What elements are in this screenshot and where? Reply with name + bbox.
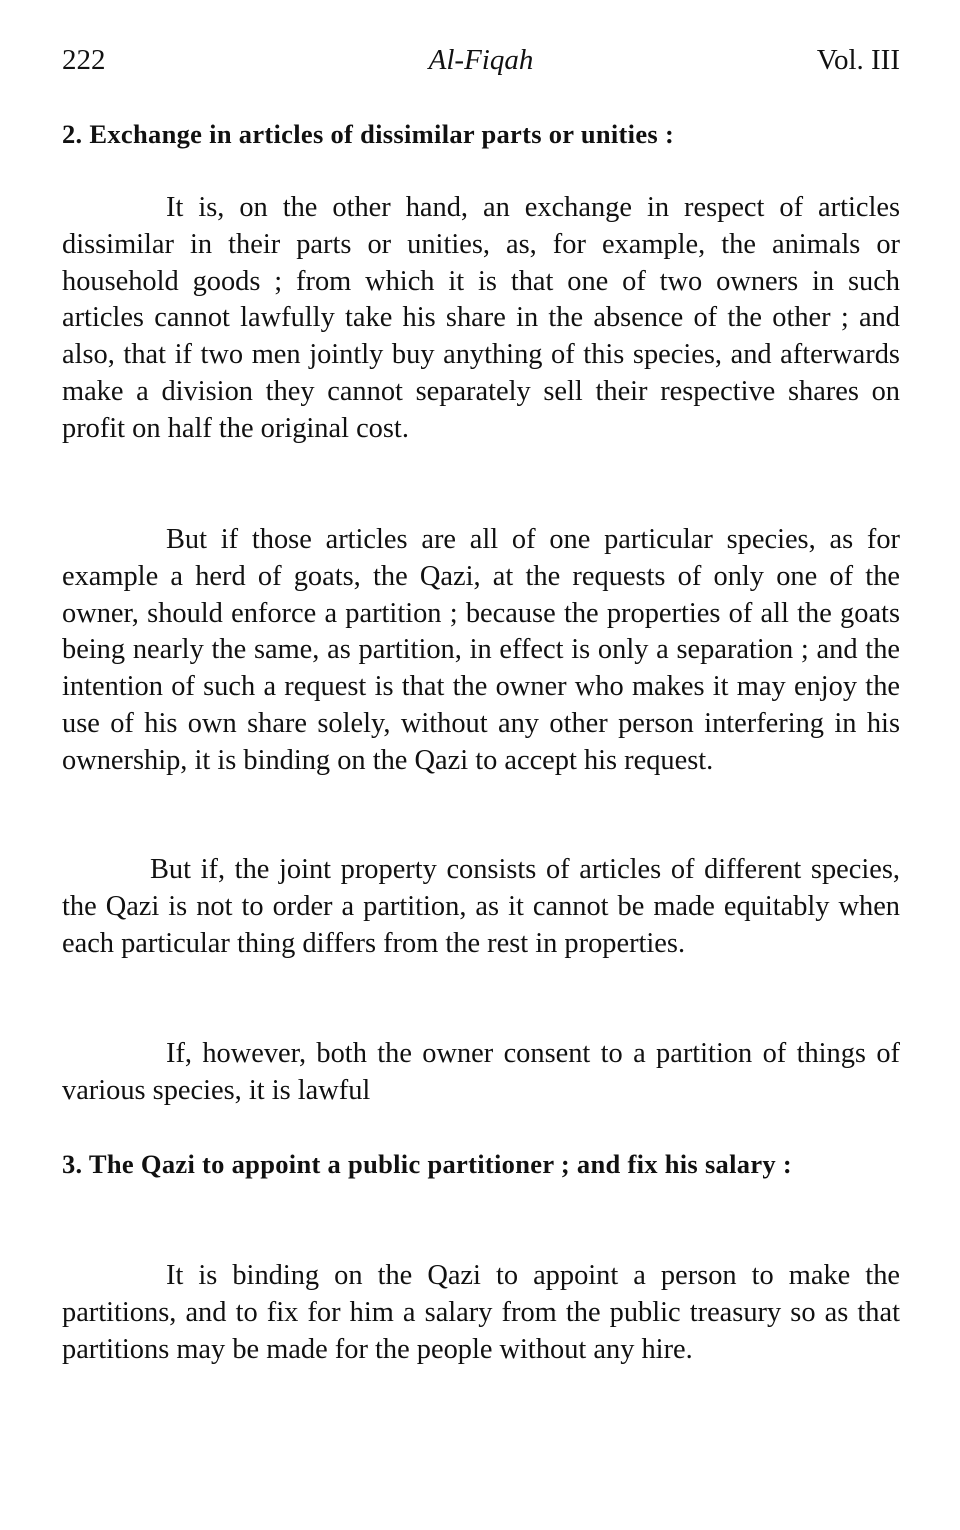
paragraph: It is, on the other hand, an exchange in respect of articles dissimilar in their parts or unities, as, for example, the animals or household goods ; from which it is that one of two owners in such articles cannot lawfully take his share in the absence of the other ; and also, that if two men jointly buy anything of this species, and afterwards make a division they cannot separately sell their respective shares on profit on half the original cost. [62,192,900,444]
paragraph: It is binding on the Qazi to appoint a person to make the partitions, and to fix for him a salary from the public treasury so as that partitions may be made for the people without any hire. [62,1260,900,1365]
book-title: Al-Fiqah [428,44,534,76]
running-header [62,38,900,88]
section-heading: 3. The Qazi to appoint a public partitioner ; and fix his salary : [62,1149,792,1179]
paragraph: But if those articles are all of one particular species, as for example a herd of goats, the Qazi, at the requests of only one of the owner, should enforce a partition ; because the properties of all the goats being nearly the same, as partition, in effect is only a separation ; and the intention of such a request is that the owner who makes it may enjoy the use of his own share solely, without any other person interfering in his ownership, it is binding on the Qazi to accept his request. [62,524,900,776]
page-number: 222 [62,44,106,76]
paragraph: But if, the joint property consists of articles of different species, the Qazi is not to order a partition, as it cannot be made equitably when each particular thing differs from the rest in properties. [62,854,900,959]
volume-label: Vol. III [816,44,900,76]
paragraph: If, however, both the owner consent to a partition of things of various species, it is lawful [62,1038,900,1106]
book-page [62,38,900,1365]
section-heading: 2. Exchange in articles of dissimilar parts or unities : [62,119,675,149]
